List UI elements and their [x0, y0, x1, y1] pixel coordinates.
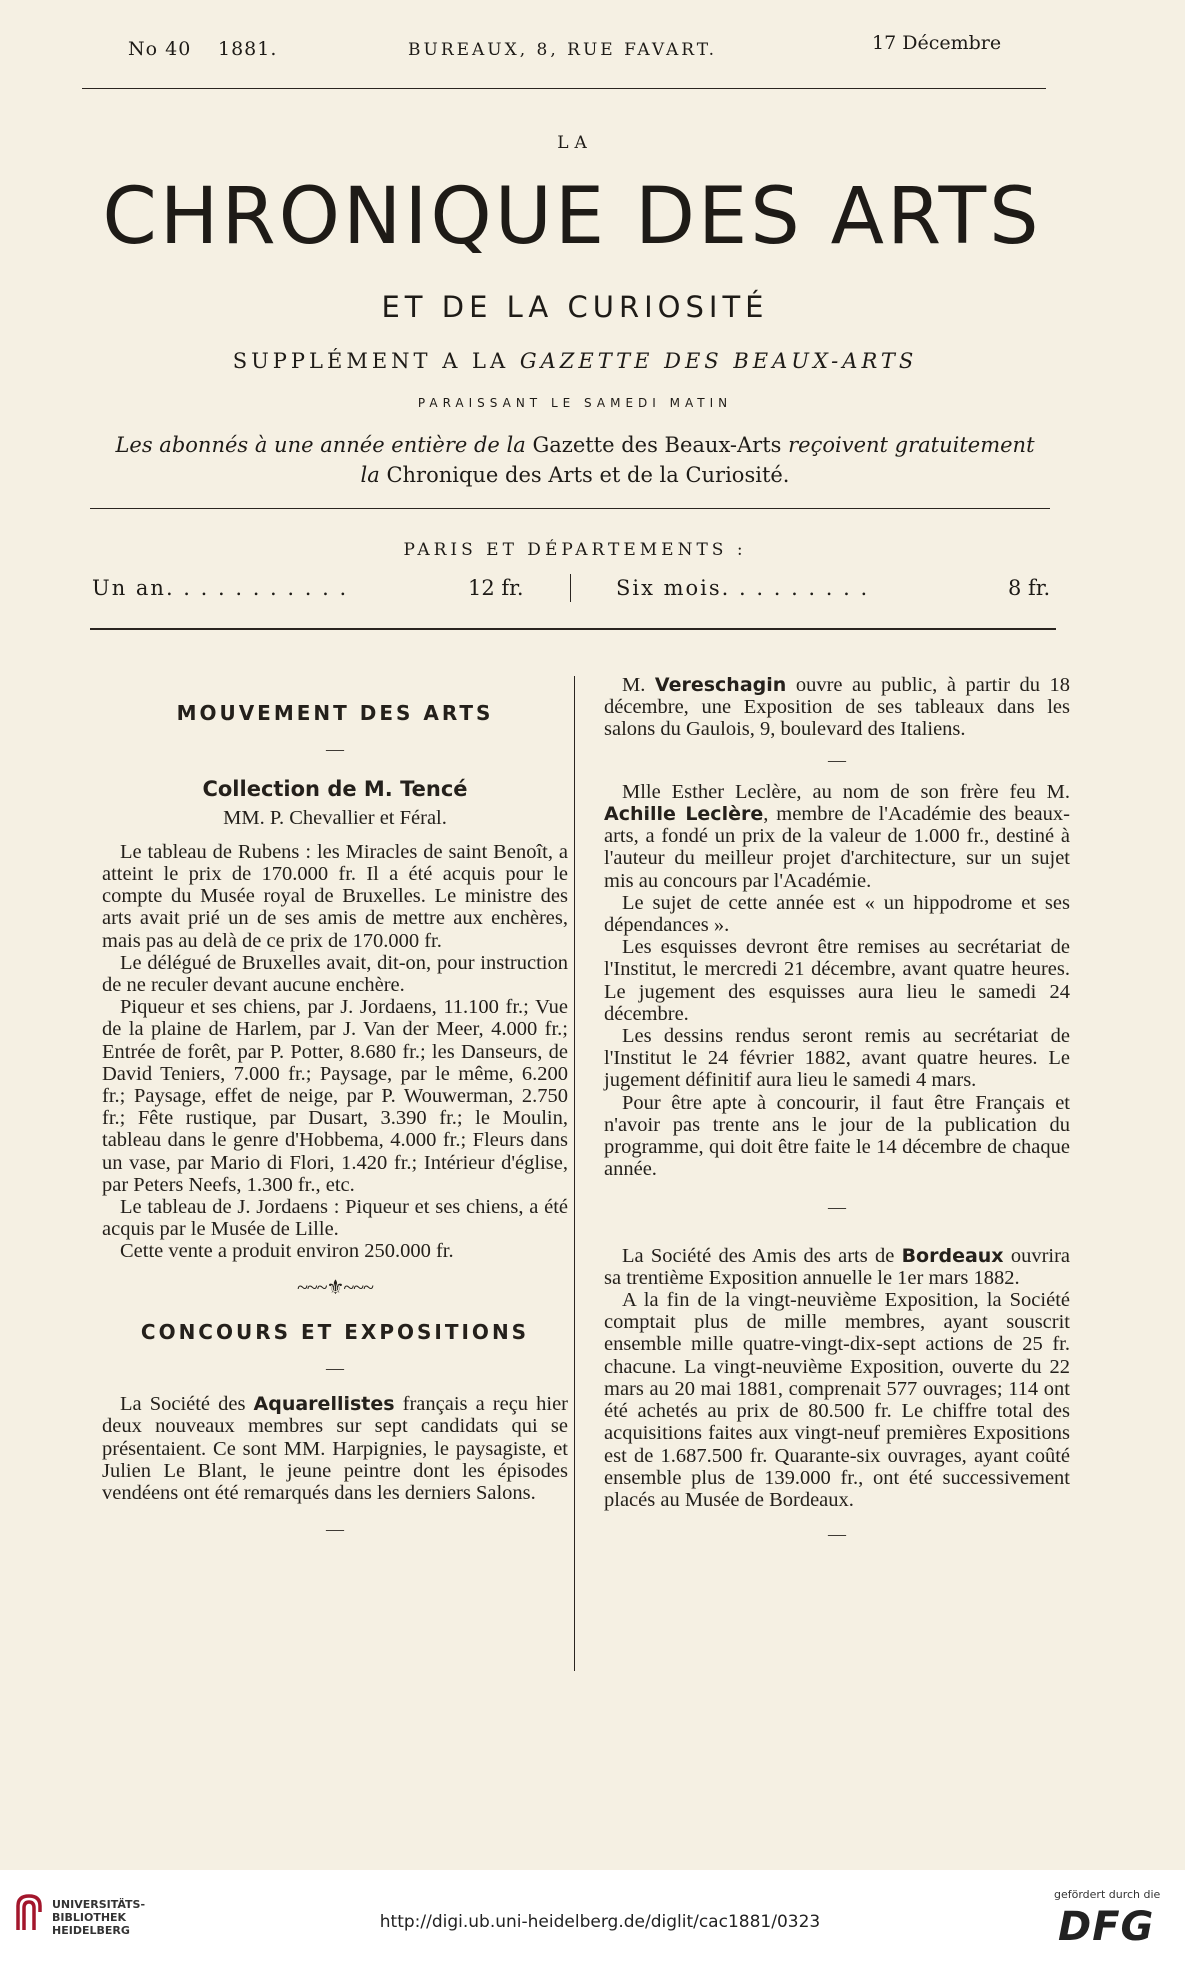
page-title: CHRONIQUE DES ARTS	[102, 172, 1042, 262]
section-mouvement-des-arts: MOUVEMENT DES ARTS	[176, 701, 494, 725]
issue-number: No 40	[128, 38, 192, 60]
paragraph-conditions: Pour être apte à concourir, il faut être Français et n'avoir pas trente ans le jour de la publication du programme, qui doit être faite le 14 décembre de chaque année.	[604, 1091, 1070, 1181]
schedule: PARAISSANT LE SAMEDI MATIN	[417, 396, 733, 410]
leclere-post: , membre de l'Académie des beaux-arts, a fondé un prix de la valeur de 1.000 fr., destiné à l'auteur du meilleur projet d'architecture, sur un sujet mis au concours par l'Académie.	[604, 803, 1070, 892]
heidelberg-logo-icon	[14, 1892, 44, 1932]
subtitle: ET DE LA CURIOSITÉ	[381, 290, 769, 324]
top-rule	[82, 88, 1046, 89]
library-line-1: UNIVERSITÄTS-	[52, 1898, 146, 1911]
digitisation-footer	[0, 1870, 1185, 1975]
subscription-heading: PARIS ET DÉPARTEMENTS :	[403, 540, 747, 560]
column-divider	[574, 676, 575, 1671]
library-line-3: HEIDELBERG	[52, 1924, 130, 1937]
supplement-line	[0, 349, 1150, 373]
right-column	[604, 674, 1070, 1545]
price-separator	[570, 574, 571, 602]
collection-title: Collection de M. Tencé	[202, 777, 468, 802]
paragraph-delegue: Le délégué de Bruxelles avait, dit-on, pour instruction de ne reculer devant aucune enchère.	[102, 951, 568, 997]
bordeaux-post: ouvrira sa trentième Exposition annuelle le 1er mars 1882.	[604, 1244, 1071, 1289]
notice-part1: Les abonnés à une année entière de la	[115, 433, 526, 457]
paragraph-bordeaux-history: A la fin de la vingt-neuvième Exposition, la Société comptait plus de mille membres, ayant souscrit ensemble mille quatre-vingt-dix-sept actions de 25 fr. chacune. La vingt-neuvième Exposition, ouverte du 22 mars au 20 mai 1881, comprenait 577 ouvrages; 114 ont été achetés au prix de 80.500 fr. Le chiffre total des acquisitions faites aux vingt-neuf premières Expositions est de 1.687.500 fr. Quarante-six ouvrages, ayant coûté ensemble plus de 139.000 fr., ont été successivement placés au Musée de Bordeaux.	[604, 1289, 1070, 1511]
issue-date: 17 Décembre	[872, 32, 1002, 54]
bordeaux-pre: La Société des Amis des arts de	[622, 1244, 895, 1267]
separator-dash: —	[828, 1524, 846, 1545]
notice-part3: reçoivent gratuitement	[788, 433, 1035, 457]
aquarellistes-post: français a reçu hier deux nouveaux membres sur sept candidats qui se présentaient. Ce sont MM. Harpignies, le paysagiste, et Julien Le Blant, le jeune peintre dont les épisodes vendéens ont été remarqués dans les derniers Salons.	[102, 1393, 569, 1505]
price-half-label: Six mois. . . . . . . . .	[616, 576, 870, 600]
notice-part2: Gazette des Beaux-Arts	[532, 433, 782, 457]
vereschagin-name: Vereschagin	[654, 674, 787, 696]
leclere-pre: Mlle Esther Leclère, au nom de son frère feu M.	[622, 780, 1070, 803]
price-half: 8 fr.	[1008, 576, 1051, 600]
paragraph-jordaens: Le tableau de J. Jordaens : Piqueur et ses chiens, a été acquis par le Musée de Lille.	[102, 1196, 568, 1241]
notice-part5: Chronique des Arts et de la Curiosité.	[386, 463, 790, 487]
paragraph-sales: Piqueur et ses chiens, par J. Jordaens, 11.100 fr.; Vue de la plaine de Harlem, par J. Van der Meer, 4.000 fr.; Entrée de forêt, par P. Potter, 8.680 fr.; les Danseurs, de David Teniers, 7.000 fr.; Paysage, par le même, 6.200 fr.; Paysage, effet de neige, par P. Wouwerman, 2.750 fr.; Fête rustique, par Dusart, 3.390 fr.; le Moulin, tableau dans le genre d'Hobbema, 4.000 fr.; Fleurs dans un vase, par Mario di Flori, 1.420 fr.; Intérieur d'église, par Peters Neefs, 1.300 fr., etc.	[102, 996, 568, 1196]
separator-dash: —	[326, 739, 344, 760]
aquarellistes-pre: La Société des	[120, 1393, 246, 1416]
price-rule	[90, 628, 1056, 630]
leclere-name: Achille Leclère	[604, 803, 764, 826]
paragraph-dessins: Les dessins rendus seront remis au secrétariat de l'Institut le 24 février 1882, avant quatre heures. Le jugement définitif aura lieu le samedi 4 mars.	[604, 1025, 1070, 1092]
notice-part4: la	[360, 463, 380, 487]
subscription-notice	[0, 430, 1150, 490]
source-url[interactable]: http://digi.ub.uni-heidelberg.de/diglit/cac1881/0323	[379, 1912, 821, 1932]
paragraph-total: Cette vente a produit environ 250.000 fr.	[120, 1240, 454, 1263]
separator-dash: —	[828, 1197, 846, 1218]
bordeaux-name: Bordeaux	[901, 1244, 1004, 1267]
dfg-logo: DFG	[1058, 1904, 1155, 1950]
separator-dash: —	[828, 749, 846, 770]
supplement-prefix: SUPPLÉMENT A LA	[232, 349, 510, 373]
left-column	[102, 702, 568, 1541]
library-line-2: BIBLIOTHEK	[52, 1911, 127, 1924]
paragraph-sujet: Le sujet de cette année est « un hippodrome et ses dépendances ».	[604, 891, 1070, 937]
separator-dash: —	[326, 1358, 344, 1379]
paragraph-vereschagin	[604, 674, 1070, 741]
funded-by: gefördert durch die	[1054, 1888, 1161, 1901]
separator-dash: —	[326, 1519, 344, 1540]
paragraph-leclere	[604, 781, 1070, 892]
paragraph-bordeaux	[604, 1245, 1070, 1289]
bureaux-address: BUREAUX, 8, RUE FAVART.	[408, 40, 718, 60]
library-name	[52, 1898, 145, 1937]
paragraph-aquarellistes	[102, 1393, 568, 1504]
title-la: LA	[557, 133, 593, 153]
issue-year: 1881.	[218, 38, 278, 60]
supplement-name: GAZETTE DES BEAUX-ARTS	[519, 349, 918, 373]
vereschagin-post: ouvre au public, à partir du 18 décembre, une Exposition de ses tableaux dans les salons du Gaulois, 9, boulevard des Italiens.	[604, 674, 1070, 741]
paragraph-rubens: Le tableau de Rubens : les Miracles de saint Benoît, a atteint le prix de 170.000 fr. Il a été acquis pour le compte du Musée royal de Bruxelles. Le ministre des arts avait prié un de ses amis de mettre aux enchères, mais pas au delà de ce prix de 170.000 fr.	[102, 840, 568, 952]
section-concours-expositions: CONCOURS ET EXPOSITIONS	[140, 1319, 530, 1344]
price-year: 12 fr.	[468, 576, 524, 600]
masthead-rule	[90, 508, 1050, 509]
vereschagin-pre: M.	[622, 674, 646, 696]
paragraph-esquisses: Les esquisses devront être remises au secrétariat de l'Institut, le mercredi 21 décembre, avant quatre heures. Le jugement des esquisses aura lieu le samedi 24 décembre.	[604, 936, 1070, 1025]
collection-experts: MM. P. Chevallier et Féral.	[223, 806, 447, 829]
aquarellistes-name: Aquarellistes	[253, 1393, 395, 1416]
price-year-label: Un an. . . . . . . . . . .	[92, 576, 349, 600]
ornament-divider: ~~~⚜~~~	[297, 1276, 373, 1299]
